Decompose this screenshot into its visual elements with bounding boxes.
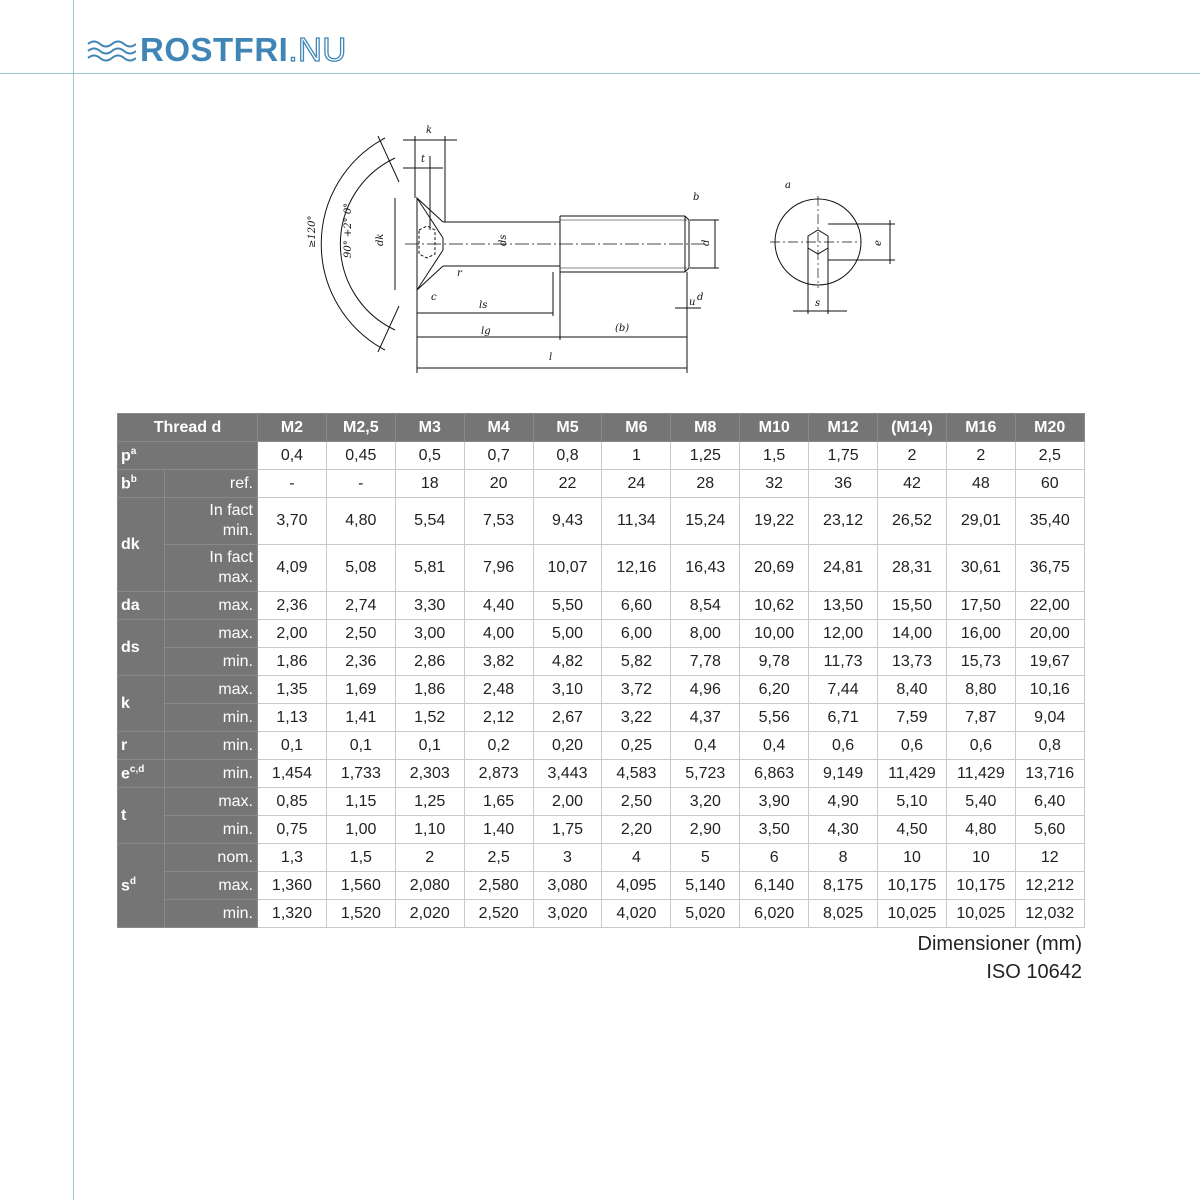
t-label: t [421, 154, 426, 165]
value-cell: 11,73 [809, 648, 878, 676]
value-cell: 8,025 [809, 900, 878, 928]
row-symbol-text: e [121, 765, 130, 783]
value-cell: 1 [602, 442, 671, 470]
value-cell: 4,50 [878, 816, 947, 844]
row-symbol-footnote: a [130, 445, 137, 457]
value-cell: 4,80 [326, 498, 395, 545]
value-cell: 10,00 [740, 620, 809, 648]
value-cell: 14,00 [878, 620, 947, 648]
value-cell: 3,90 [740, 788, 809, 816]
value-cell: 17,50 [946, 592, 1015, 620]
value-cell: 2,00 [258, 620, 327, 648]
b-paren-label: (b) [615, 323, 630, 334]
ds-label: ds [498, 234, 509, 246]
row-symbol [118, 676, 165, 732]
value-cell: 4,583 [602, 760, 671, 788]
value-cell: 3,080 [533, 872, 602, 900]
value-cell: 2,020 [395, 900, 464, 928]
value-cell: 3 [533, 844, 602, 872]
ls-label: ls [479, 300, 488, 311]
value-cell: 0,20 [533, 732, 602, 760]
row-symbol-text: dk [121, 535, 140, 553]
k-label: k [426, 125, 433, 136]
value-cell: 8 [809, 844, 878, 872]
value-cell: - [258, 470, 327, 498]
value-cell: 3,50 [740, 816, 809, 844]
thread-header-cell: M4 [464, 414, 533, 442]
value-cell: 5,82 [602, 648, 671, 676]
value-cell: 10 [946, 844, 1015, 872]
waves-icon [86, 35, 136, 65]
table-row [118, 676, 1085, 704]
row-qualifier: nom. [165, 844, 258, 872]
dimensions-table [117, 413, 1085, 928]
value-cell: 0,4 [258, 442, 327, 470]
value-cell: 12 [1015, 844, 1084, 872]
row-symbol [118, 760, 165, 788]
value-cell: 10,025 [946, 900, 1015, 928]
table-row [118, 620, 1085, 648]
value-cell: 15,24 [671, 498, 740, 545]
value-cell: 0,1 [395, 732, 464, 760]
value-cell: 10,175 [878, 872, 947, 900]
row-qualifier [165, 545, 258, 592]
row-qualifier [165, 498, 258, 545]
row-qualifier: max. [165, 620, 258, 648]
row-symbol-text: da [121, 596, 140, 614]
thread-header-cell: M2 [258, 414, 327, 442]
value-cell: 1,360 [258, 872, 327, 900]
value-cell: 6,20 [740, 676, 809, 704]
caption-units: Dimensioner (mm) [917, 933, 1082, 955]
value-cell: 35,40 [1015, 498, 1084, 545]
value-cell: 2,48 [464, 676, 533, 704]
value-cell: 1,65 [464, 788, 533, 816]
row-symbol-text: b [121, 475, 131, 493]
thread-header-cell: M20 [1015, 414, 1084, 442]
row-symbol-footnote: d [129, 875, 137, 887]
value-cell: 2,50 [326, 620, 395, 648]
value-cell: 1,5 [740, 442, 809, 470]
value-cell: 7,59 [878, 704, 947, 732]
value-cell: 4,30 [809, 816, 878, 844]
brand-name: ROSTFRI [140, 31, 289, 68]
value-cell: 2,36 [326, 648, 395, 676]
caption-standard: ISO 10642 [986, 961, 1082, 983]
value-cell: 0,8 [1015, 732, 1084, 760]
value-cell: 5,56 [740, 704, 809, 732]
value-cell: 3,443 [533, 760, 602, 788]
value-cell: 0,8 [533, 442, 602, 470]
screw-technical-drawing [295, 118, 915, 380]
value-cell: 7,96 [464, 545, 533, 592]
value-cell: 1,86 [395, 676, 464, 704]
value-cell: 1,86 [258, 648, 327, 676]
value-cell: 11,429 [946, 760, 1015, 788]
value-cell: 2,00 [533, 788, 602, 816]
angle-inner-label: 90° +2° 0° [343, 202, 354, 258]
value-cell: 1,520 [326, 900, 395, 928]
value-cell: 1,454 [258, 760, 327, 788]
value-cell: 1,25 [671, 442, 740, 470]
value-cell: 3,020 [533, 900, 602, 928]
row-symbol-footnote: b [130, 473, 137, 485]
caption [918, 930, 1082, 986]
value-cell: 9,78 [740, 648, 809, 676]
value-cell: 2,86 [395, 648, 464, 676]
row-symbol-text: t [121, 806, 127, 824]
value-cell: 1,320 [258, 900, 327, 928]
value-cell: 1,75 [533, 816, 602, 844]
table-row [118, 844, 1085, 872]
value-cell: 2,580 [464, 872, 533, 900]
thread-header-cell: M10 [740, 414, 809, 442]
value-cell: 8,40 [878, 676, 947, 704]
value-cell: 3,22 [602, 704, 671, 732]
value-cell: 0,4 [671, 732, 740, 760]
value-cell: 0,1 [258, 732, 327, 760]
value-cell: 6,140 [740, 872, 809, 900]
row-qualifier-line: In fact [209, 502, 253, 519]
angle-outer-label: ≥120° [307, 215, 318, 248]
value-cell: 15,73 [946, 648, 1015, 676]
row-symbol [118, 470, 165, 498]
value-cell: 12,212 [1015, 872, 1084, 900]
value-cell: 22,00 [1015, 592, 1084, 620]
value-cell: 10,16 [1015, 676, 1084, 704]
table-row [118, 788, 1085, 816]
value-cell: 10,07 [533, 545, 602, 592]
row-symbol-text: s [121, 877, 130, 895]
value-cell: 8,175 [809, 872, 878, 900]
value-cell: 16,43 [671, 545, 740, 592]
row-qualifier: min. [165, 732, 258, 760]
value-cell: 26,52 [878, 498, 947, 545]
value-cell: 2,520 [464, 900, 533, 928]
table-row [118, 732, 1085, 760]
value-cell: 12,032 [1015, 900, 1084, 928]
brand-tld: .NU [288, 31, 347, 68]
value-cell: 1,10 [395, 816, 464, 844]
value-cell: 12,00 [809, 620, 878, 648]
thread-header-cell: M12 [809, 414, 878, 442]
table-row [118, 704, 1085, 732]
value-cell: 4,095 [602, 872, 671, 900]
value-cell: 10 [878, 844, 947, 872]
value-cell: 1,25 [395, 788, 464, 816]
value-cell: 18 [395, 470, 464, 498]
value-cell: 6,020 [740, 900, 809, 928]
value-cell: 10,62 [740, 592, 809, 620]
value-cell: 7,78 [671, 648, 740, 676]
row-qualifier: ref. [165, 470, 258, 498]
value-cell: 1,35 [258, 676, 327, 704]
value-cell: 2,303 [395, 760, 464, 788]
value-cell: 12,16 [602, 545, 671, 592]
value-cell: 0,6 [878, 732, 947, 760]
value-cell: 2 [395, 844, 464, 872]
value-cell: 15,50 [878, 592, 947, 620]
a-label: a [785, 180, 791, 191]
value-cell: 36 [809, 470, 878, 498]
value-cell: 11,34 [602, 498, 671, 545]
value-cell: 0,7 [464, 442, 533, 470]
s-label: s [815, 298, 821, 309]
value-cell: 20,00 [1015, 620, 1084, 648]
value-cell: 3,30 [395, 592, 464, 620]
value-cell: 0,75 [258, 816, 327, 844]
brand-logo[interactable] [86, 28, 347, 72]
value-cell: 0,6 [946, 732, 1015, 760]
value-cell: 1,41 [326, 704, 395, 732]
value-cell: 0,45 [326, 442, 395, 470]
row-symbol [118, 620, 165, 676]
value-cell: 7,44 [809, 676, 878, 704]
value-cell: 2,20 [602, 816, 671, 844]
value-cell: 4,40 [464, 592, 533, 620]
r-label: r [457, 268, 462, 279]
row-symbol [118, 592, 165, 620]
d-label: d [701, 239, 712, 246]
dk-label: dk [375, 233, 386, 246]
value-cell: 10,175 [946, 872, 1015, 900]
value-cell: 5,10 [878, 788, 947, 816]
table-row [118, 872, 1085, 900]
value-cell: 32 [740, 470, 809, 498]
value-cell: 20 [464, 470, 533, 498]
value-cell: 42 [878, 470, 947, 498]
value-cell: 22 [533, 470, 602, 498]
value-cell: 10,025 [878, 900, 947, 928]
thread-header-cell: M3 [395, 414, 464, 442]
value-cell: 8,54 [671, 592, 740, 620]
value-cell: 9,149 [809, 760, 878, 788]
value-cell: 2,50 [602, 788, 671, 816]
thread-header-cell: M6 [602, 414, 671, 442]
value-cell: 9,04 [1015, 704, 1084, 732]
value-cell: 6 [740, 844, 809, 872]
thread-header-cell: (M14) [878, 414, 947, 442]
lg-label: lg [481, 326, 491, 337]
value-cell: 5,08 [326, 545, 395, 592]
value-cell: 13,716 [1015, 760, 1084, 788]
thread-header-cell: M5 [533, 414, 602, 442]
value-cell: 16,00 [946, 620, 1015, 648]
table-row [118, 470, 1085, 498]
value-cell: 7,87 [946, 704, 1015, 732]
value-cell: 2,873 [464, 760, 533, 788]
value-cell: 1,15 [326, 788, 395, 816]
value-cell: 24 [602, 470, 671, 498]
value-cell: 0,2 [464, 732, 533, 760]
value-cell: 24,81 [809, 545, 878, 592]
b-label: b [693, 192, 700, 203]
value-cell: 5,020 [671, 900, 740, 928]
value-cell: 1,00 [326, 816, 395, 844]
top-guide-line [0, 73, 1200, 74]
value-cell: 13,50 [809, 592, 878, 620]
table-row [118, 442, 1085, 470]
value-cell: 1,733 [326, 760, 395, 788]
row-symbol-text: r [121, 736, 128, 754]
row-qualifier: min. [165, 704, 258, 732]
value-cell: 13,73 [878, 648, 947, 676]
row-symbol [118, 844, 165, 928]
value-cell: 2,36 [258, 592, 327, 620]
value-cell: 1,52 [395, 704, 464, 732]
value-cell: 1,69 [326, 676, 395, 704]
value-cell: 1,40 [464, 816, 533, 844]
l-label: l [549, 352, 553, 363]
value-cell: 5,140 [671, 872, 740, 900]
value-cell: 19,22 [740, 498, 809, 545]
table-row [118, 592, 1085, 620]
value-cell: 3,10 [533, 676, 602, 704]
value-cell: 2 [946, 442, 1015, 470]
value-cell: 1,13 [258, 704, 327, 732]
value-cell: 4,09 [258, 545, 327, 592]
value-cell: 5,60 [1015, 816, 1084, 844]
value-cell: 2,12 [464, 704, 533, 732]
value-cell: 2,5 [1015, 442, 1084, 470]
value-cell: 3,20 [671, 788, 740, 816]
thread-header-cell: M2,5 [326, 414, 395, 442]
value-cell: 6,40 [1015, 788, 1084, 816]
row-qualifier: min. [165, 648, 258, 676]
value-cell: 5,50 [533, 592, 602, 620]
value-cell: 5,723 [671, 760, 740, 788]
value-cell: 0,5 [395, 442, 464, 470]
value-cell: 30,61 [946, 545, 1015, 592]
c-label: c [431, 292, 437, 303]
value-cell: 7,53 [464, 498, 533, 545]
value-cell: 11,429 [878, 760, 947, 788]
table-row [118, 900, 1085, 928]
value-cell: 6,60 [602, 592, 671, 620]
row-symbol [118, 442, 258, 470]
value-cell: 0,1 [326, 732, 395, 760]
value-cell: 2,5 [464, 844, 533, 872]
table-row [118, 498, 1085, 545]
value-cell: 8,80 [946, 676, 1015, 704]
row-qualifier: max. [165, 788, 258, 816]
e-label: e [873, 240, 884, 246]
value-cell: 23,12 [809, 498, 878, 545]
value-cell: 28,31 [878, 545, 947, 592]
value-cell: 5,00 [533, 620, 602, 648]
value-cell: 0,6 [809, 732, 878, 760]
row-qualifier: min. [165, 816, 258, 844]
value-cell: 9,43 [533, 498, 602, 545]
row-qualifier-line: max. [218, 569, 253, 586]
thread-header-cell: M8 [671, 414, 740, 442]
value-cell: 4,90 [809, 788, 878, 816]
thread-header: Thread d [118, 414, 258, 442]
value-cell: 6,863 [740, 760, 809, 788]
value-cell: 2,67 [533, 704, 602, 732]
row-qualifier: max. [165, 676, 258, 704]
value-cell: 29,01 [946, 498, 1015, 545]
value-cell: 4,020 [602, 900, 671, 928]
value-cell: 1,560 [326, 872, 395, 900]
u-label: u [689, 297, 696, 308]
value-cell: 6,71 [809, 704, 878, 732]
value-cell: 19,67 [1015, 648, 1084, 676]
value-cell: 6,00 [602, 620, 671, 648]
row-symbol-text: ds [121, 638, 140, 656]
value-cell: 1,75 [809, 442, 878, 470]
row-qualifier: min. [165, 900, 258, 928]
value-cell: 4 [602, 844, 671, 872]
value-cell: - [326, 470, 395, 498]
row-symbol [118, 498, 165, 592]
value-cell: 2,90 [671, 816, 740, 844]
row-symbol-footnote: c,d [129, 763, 145, 775]
row-qualifier-line: In fact [209, 549, 253, 566]
row-qualifier: max. [165, 872, 258, 900]
value-cell: 5 [671, 844, 740, 872]
value-cell: 20,69 [740, 545, 809, 592]
value-cell: 5,54 [395, 498, 464, 545]
value-cell: 0,85 [258, 788, 327, 816]
value-cell: 5,81 [395, 545, 464, 592]
table-row [118, 545, 1085, 592]
thread-header-cell: M16 [946, 414, 1015, 442]
table-row [118, 648, 1085, 676]
value-cell: 4,80 [946, 816, 1015, 844]
u-sup-label: d [697, 292, 704, 303]
row-symbol [118, 732, 165, 760]
table-header-row [118, 414, 1085, 442]
value-cell: 4,96 [671, 676, 740, 704]
value-cell: 3,00 [395, 620, 464, 648]
value-cell: 4,37 [671, 704, 740, 732]
value-cell: 48 [946, 470, 1015, 498]
row-symbol-text: p [121, 447, 131, 465]
value-cell: 28 [671, 470, 740, 498]
value-cell: 2,080 [395, 872, 464, 900]
value-cell: 36,75 [1015, 545, 1084, 592]
value-cell: 2,74 [326, 592, 395, 620]
value-cell: 5,40 [946, 788, 1015, 816]
value-cell: 2 [878, 442, 947, 470]
value-cell: 1,5 [326, 844, 395, 872]
row-symbol-text: k [121, 694, 130, 712]
value-cell: 3,72 [602, 676, 671, 704]
row-qualifier: min. [165, 760, 258, 788]
table-row [118, 760, 1085, 788]
value-cell: 4,00 [464, 620, 533, 648]
value-cell: 8,00 [671, 620, 740, 648]
left-guide-line [73, 0, 74, 1200]
value-cell: 60 [1015, 470, 1084, 498]
row-symbol [118, 788, 165, 844]
value-cell: 0,25 [602, 732, 671, 760]
value-cell: 4,82 [533, 648, 602, 676]
table-row [118, 816, 1085, 844]
value-cell: 3,70 [258, 498, 327, 545]
row-qualifier-line: min. [222, 522, 253, 539]
row-qualifier: max. [165, 592, 258, 620]
value-cell: 1,3 [258, 844, 327, 872]
value-cell: 0,4 [740, 732, 809, 760]
value-cell: 3,82 [464, 648, 533, 676]
